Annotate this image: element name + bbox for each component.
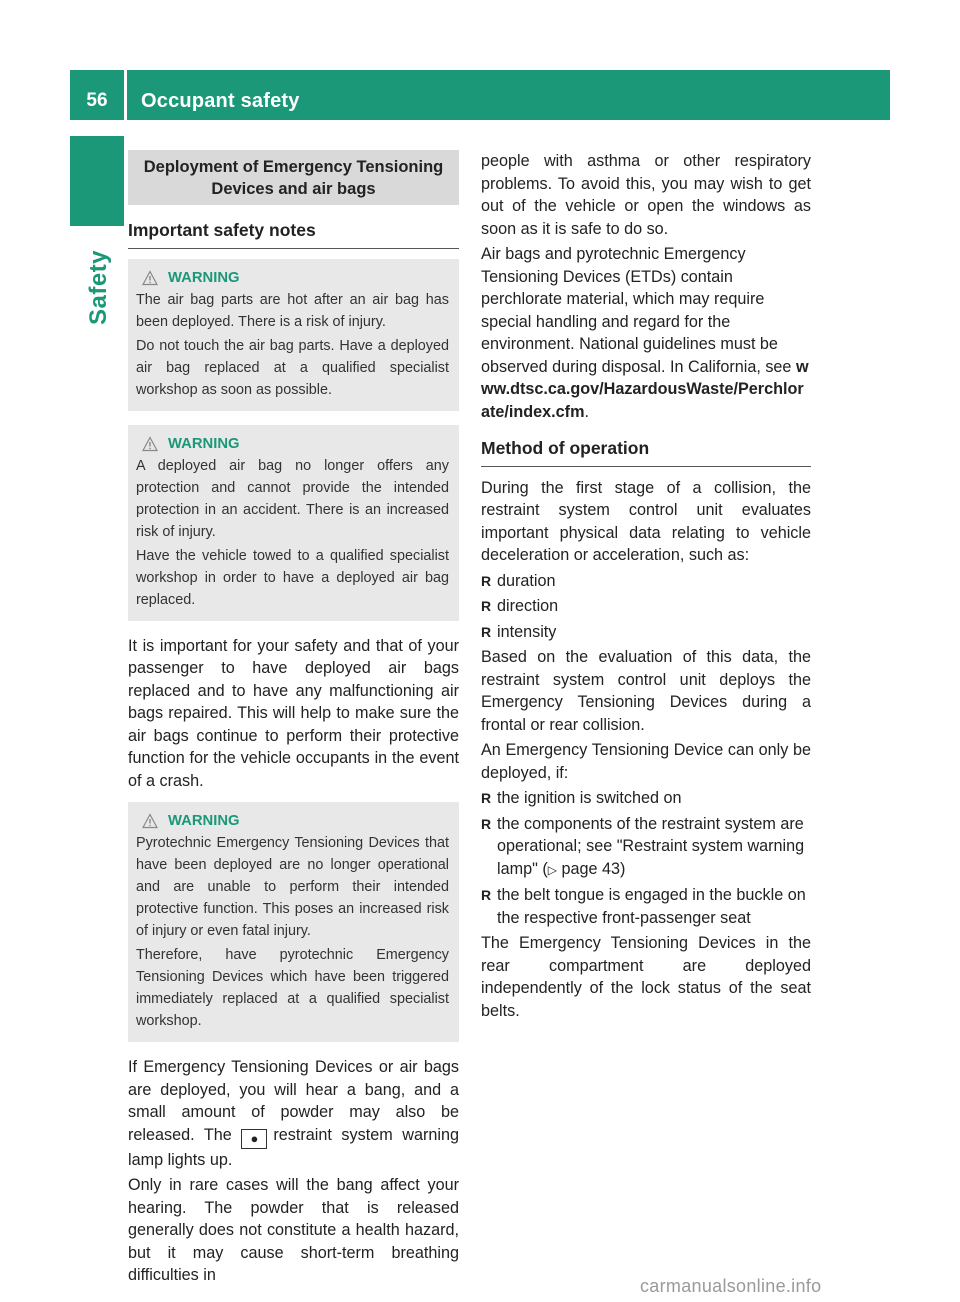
body-paragraph: During the first stage of a collision, the restraint system control unit evaluates important physical data relating to vehicle deceleration or acceleration, such as: [481,478,811,564]
list-item-text: the belt tongue is engaged in the buckle on the respective front-passenger seat [497,886,806,927]
body-paragraph: An Emergency Tensioning Device can only be deployed, if: [481,741,811,782]
subheading-method-of-operation: Method of operation [481,437,811,467]
section-tab-label: Safety [85,249,112,325]
warning-triangle-icon [142,813,158,829]
list-item [481,621,811,644]
list-item [481,595,811,618]
section-tab [70,136,124,226]
list-item [481,884,811,929]
section-title-line2: Devices and air bags [211,180,376,198]
body-paragraph: Only in rare cases will the bang affect your hearing. The powder that is released generally does not constitute a health hazard, but it may cause short-term breathing difficulties in [128,1176,459,1284]
section-title-line1: Deployment of Emergency Tensioning [143,158,444,176]
list-item-text: duration [497,571,556,590]
warning-text: Pyrotechnic Emergency Tensioning Devices that have been deployed are no longer operational and are unable to perform their intended protective function. This poses an increased risk of injury or even fatal injury. [136,835,449,939]
bullet-marker-icon: R [481,887,492,903]
warning-triangle-icon [142,270,158,286]
subheading-safety-notes: Important safety notes [128,219,459,249]
warning-text: A deployed air bag no longer offers any protection and cannot provide the intended protection in an accident. There is an increased risk of injury. [136,457,449,540]
bullet-marker-icon: R [481,623,492,640]
warning-title: WARNING [168,435,240,452]
list-item [481,813,811,882]
warning-title: WARNING [168,269,240,286]
bullet-marker-icon: R [481,572,492,589]
page-reference-link[interactable]: page 43) [556,859,626,878]
warning-text: Have the vehicle towed to a qualified specialist workshop in order to have a deployed air bag replaced. [136,547,449,608]
body-text: restraint system warning lamp lights up. [128,1125,459,1169]
restraint-system-warning-lamp-icon: ● [241,1129,267,1149]
right-column [481,150,811,1025]
body-paragraph: people with asthma or other respiratory problems. To avoid this, you may wish to get out of the vehicle or open the windows as soon as it is safe to do so. [481,152,811,238]
body-paragraph [128,1056,459,1171]
warning-text: The air bag parts are hot after an air bag has been deployed. There is a risk of injury. [136,291,449,330]
page-reference-arrow-icon: ▷ [547,862,557,877]
list-item [481,570,811,593]
body-paragraph: The Emergency Tensioning Devices in the rear compartment are deployed independently of the lock status of the seat belts. [481,934,811,1020]
warning-box-2 [128,425,459,621]
warning-title: WARNING [168,813,240,829]
warning-box-1 [128,259,459,411]
list-item-text: the components of the restraint system are operational; see "Restraint system warning lamp" ( [497,814,805,878]
bullet-marker-icon: R [481,790,492,806]
bullet-marker-icon: R [481,598,492,614]
body-paragraph [481,243,811,423]
left-column [128,150,459,1290]
list-item-text: intensity [497,622,557,641]
body-text: Air bags and pyrotechnic Emergency Tensioning Devices (ETDs) contain perchlorate material, which may require special handling and regard for the environment. National guidelines must be observed during disposal. In California, see [481,245,792,376]
list-item [481,787,811,810]
body-paragraph: It is important for your safety and that of your passenger to have deployed air bags replaced and to have any malfunctioning air bags repaired. This will help to make sure the air bags continue to perform their protective function for the vehicle occupants in the event of a crash. [128,636,459,790]
list-item-text: direction [497,597,559,615]
bullet-marker-icon: R [481,815,492,832]
dtsc-link[interactable]: www.dtsc.ca.gov/HazardousWaste/Perchlorate/index.cfm [481,357,809,421]
list-item-text [497,813,811,882]
body-paragraph: Based on the evaluation of this data, the restraint system control unit deploys the Emergency Tensioning Devices during a frontal or rear collision. [481,648,811,734]
header-divider [124,70,127,120]
body-text: If Emergency Tensioning Devices or air bags are deployed, you will hear a bang, and a small amount of powder may also be released. The [128,1058,459,1144]
list-item-text: the ignition is switched on [497,789,682,807]
warning-box-3 [128,802,459,1042]
page-title: Occupant safety [141,90,300,112]
section-title [128,150,459,205]
period: . [584,402,589,421]
warning-text: Therefore, have pyrotechnic Emergency Tensioning Devices which have been triggered immediately replaced at a qualified specialist workshop. [136,947,449,1029]
page-number: 56 [86,90,108,111]
warning-text: Do not touch the air bag parts. Have a deployed air bag replaced at a qualified specialist workshop as soon as possible. [136,337,449,398]
watermark: carmanualsonline.info [640,1276,822,1296]
warning-triangle-icon [142,436,158,452]
